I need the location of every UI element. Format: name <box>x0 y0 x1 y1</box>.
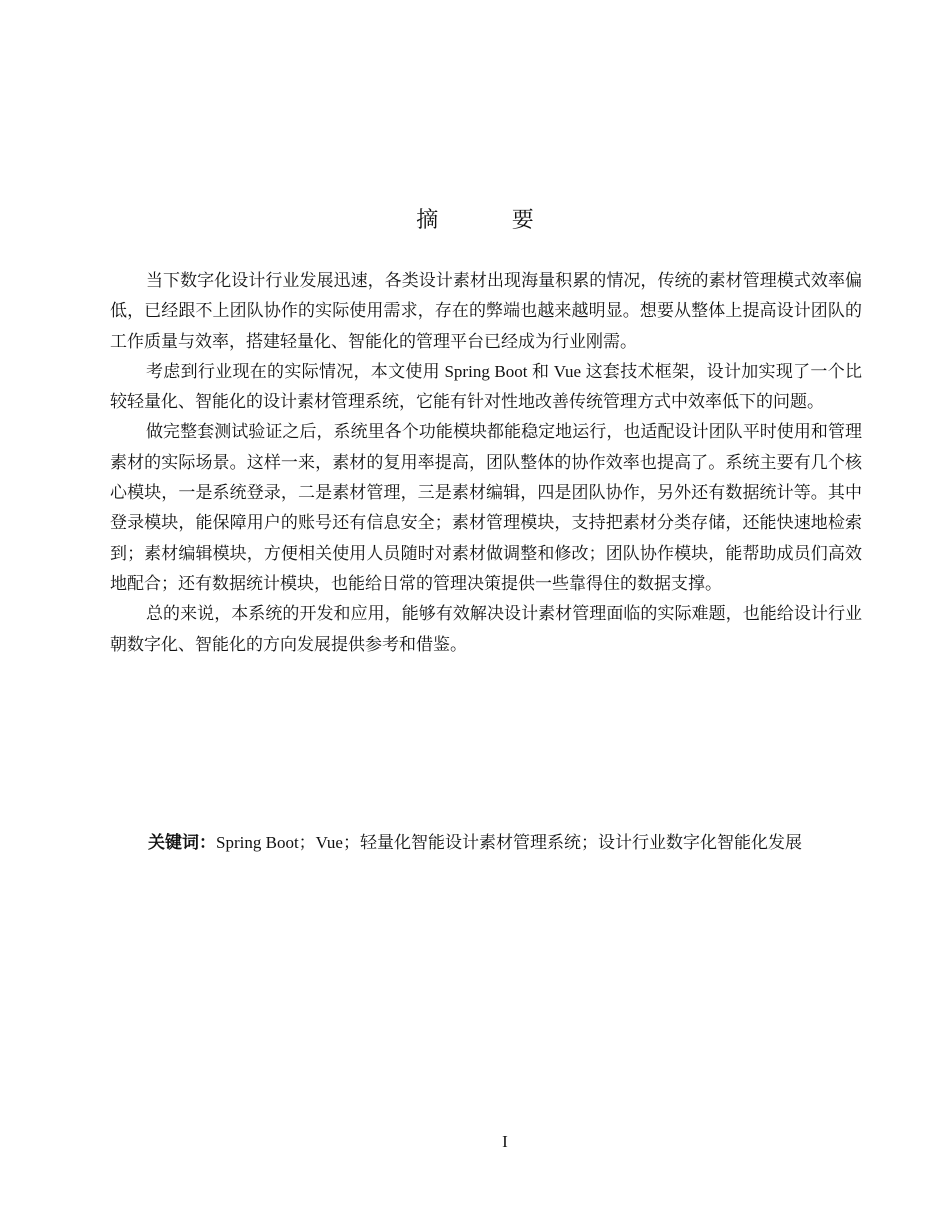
keywords-text: Spring Boot；Vue；轻量化智能设计素材管理系统；设计行业数字化智能化发展 <box>216 833 802 852</box>
abstract-paragraph-3: 做完整套测试验证之后，系统里各个功能模块都能稳定地运行，也适配设计团队平时使用和管理素材的实际场景。这样一来，素材的复用率提高，团队整体的协作效率也提高了。系统主要有几个核心模块，一是系统登录，二是素材管理，三是素材编辑，四是团队协作，另外还有数据统计等。其中登录模块，能保障用户的账号还有信息安全；素材管理模块，支持把素材分类存储，还能快速地检索到；素材编辑模块，方便相关使用人员随时对素材做调整和修改；团队协作模块，能帮助成员们高效地配合；还有数据统计模块，也能给日常的管理决策提供一些靠得住的数据支撑。 <box>110 422 862 593</box>
keywords-line <box>0 828 950 858</box>
keywords-label: 关键词： <box>148 833 217 852</box>
page-number: I <box>502 1132 508 1151</box>
abstract-title: 摘 要 <box>416 207 568 232</box>
abstract-paragraph-4: 总的来说，本系统的开发和应用，能够有效解决设计素材管理面临的实际难题，也能给设计行业朝数字化、智能化的方向发展提供参考和借鉴。 <box>110 604 862 654</box>
abstract-paragraph-1: 当下数字化设计行业发展迅速，各类设计素材出现海量积累的情况，传统的素材管理模式效率偏低，已经跟不上团队协作的实际使用需求，存在的弊端也越来越明显。想要从整体上提高设计团队的工作质量与效率，搭建轻量化、智能化的管理平台已经成为行业刚需。 <box>110 271 862 351</box>
abstract-body <box>110 266 862 660</box>
abstract-paragraph-2: 考虑到行业现在的实际情况，本文使用 Spring Boot 和 Vue 这套技术框架，设计加实现了一个比较轻量化、智能化的设计素材管理系统，它能有针对性地改善传统管理方式中效率低下的问题。 <box>110 361 862 412</box>
